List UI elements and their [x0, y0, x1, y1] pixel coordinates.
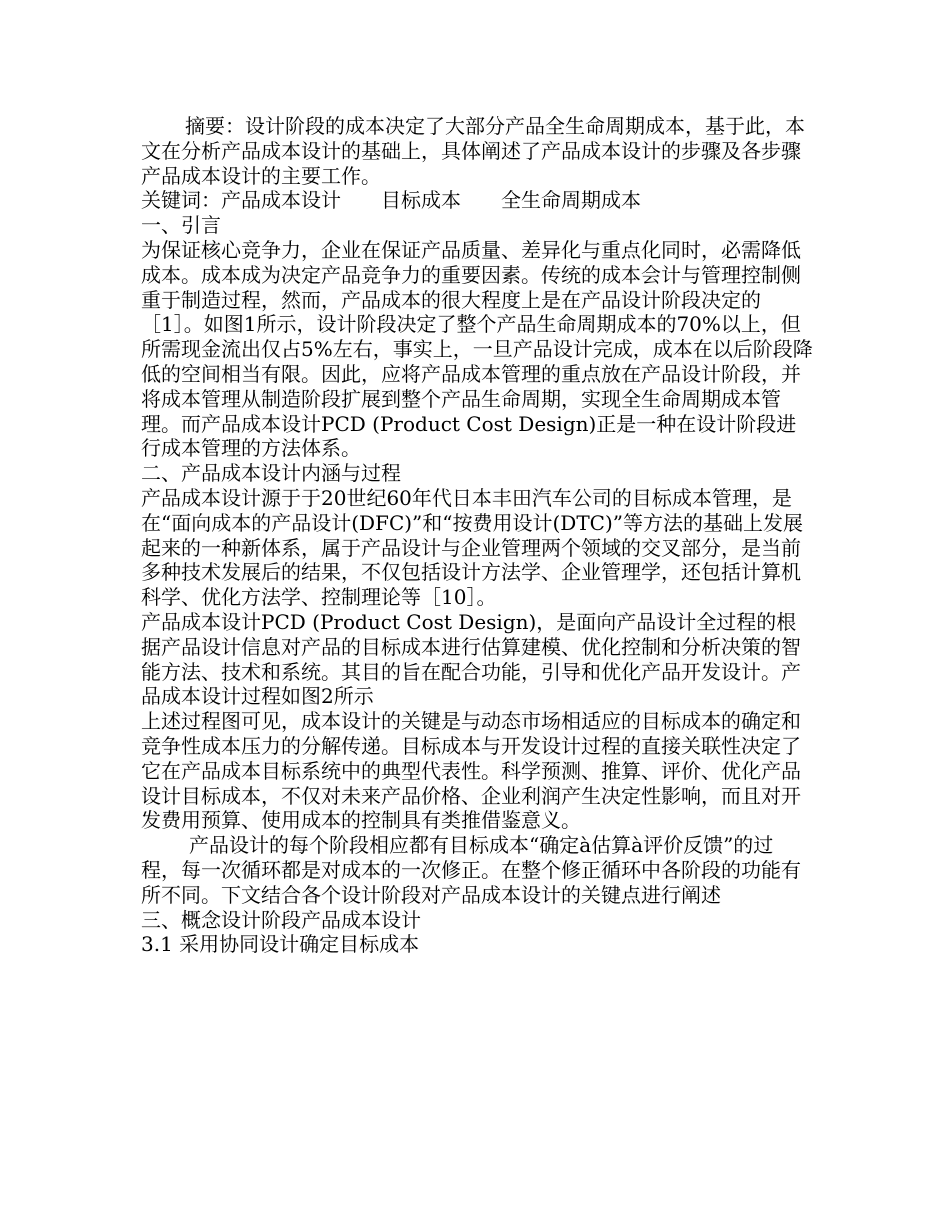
design-stage-loop-paragraph: 产品设计的每个阶段相应都有目标成本“确定à估算à评价反馈”的过程，每一次循环都是对成本的一次修正。在整个修正循环中各阶段的功能有所不同。下文结合各个设计阶段对产品成本设计的关键点进行阐述 — [141, 833, 801, 907]
keywords-line: 关键词：产品成本设计 目标成本 全生命周期成本 — [141, 188, 641, 213]
section-heading-concept-design: 三、概念设计阶段产品成本设计 — [141, 907, 421, 932]
pcd-origin-paragraph: 产品成本设计源于于20世纪60年代日本丰田汽车公司的目标成本管理，是在“面向成本的产品设计(DFC)”和“按费用设计(DTC)”等方法的基础上发展起来的一种新体系，属于产品设计与企业管理两个领域的交叉部分，是当前多种技术发展后的结果，不仅包括设计方法学、企业管理学，还包括计算机科学、优化方法学、控制理论等［10］。 — [141, 485, 804, 610]
section-heading-introduction: 一、引言 — [141, 213, 221, 238]
document-body — [141, 114, 813, 957]
target-cost-paragraph: 上述过程图可见，成本设计的关键是与动态市场相适应的目标成本的确定和竞争性成本压力的分解传递。目标成本与开发设计过程的直接关联性决定了它在产品成本目标系统中的典型代表性。科学预测、推算、评价、优化产品设计目标成本，不仅对未来产品价格、企业利润产生决定性影响，而且对开发费用预算、使用成本的控制具有类推借鉴意义。 — [141, 709, 801, 833]
subsection-heading-3-1: 3.1 采用协同设计确定目标成本 — [141, 932, 420, 957]
introduction-paragraph: 为保证核心竞争力，企业在保证产品质量、差异化与重点化同时，必需降低成本。成本成为决定产品竞争力的重要因素。传统的成本会计与管理控制侧重于制造过程，然而，产品成本的很大程度上是在产品设计阶段决定的［1］。如图1所示，设计阶段决定了整个产品生命周期成本的70%以上，但所需现金流出仅占5%左右，事实上，一旦产品设计完成，成本在以后阶段降低的空间相当有限。因此，应将产品成本管理的重点放在产品设计阶段，并将成本管理从制造阶段扩展到整个产品生命周期，实现全生命周期成本管理。而产品成本设计PCD (Product Cost Design)正是一种在设计阶段进行成本管理的方法体系。 — [141, 237, 813, 461]
pcd-definition-paragraph: 产品成本设计PCD (Product Cost Design)，是面向产品设计全过程的根据产品设计信息对产品的目标成本进行估算建模、优化控制和分析决策的智能方法、技术和系统。其目的旨在配合功能，引导和优化产品开发设计。产品成本设计过程如图2所示 — [141, 609, 801, 709]
abstract-paragraph: 摘要：设计阶段的成本决定了大部分产品全生命周期成本，基于此，本文在分析产品成本设计的基础上，具体阐述了产品成本设计的步骤及各步骤产品成本设计的主要工作。 — [141, 114, 805, 188]
section-heading-connotation-process: 二、产品成本设计内涵与过程 — [141, 461, 401, 486]
